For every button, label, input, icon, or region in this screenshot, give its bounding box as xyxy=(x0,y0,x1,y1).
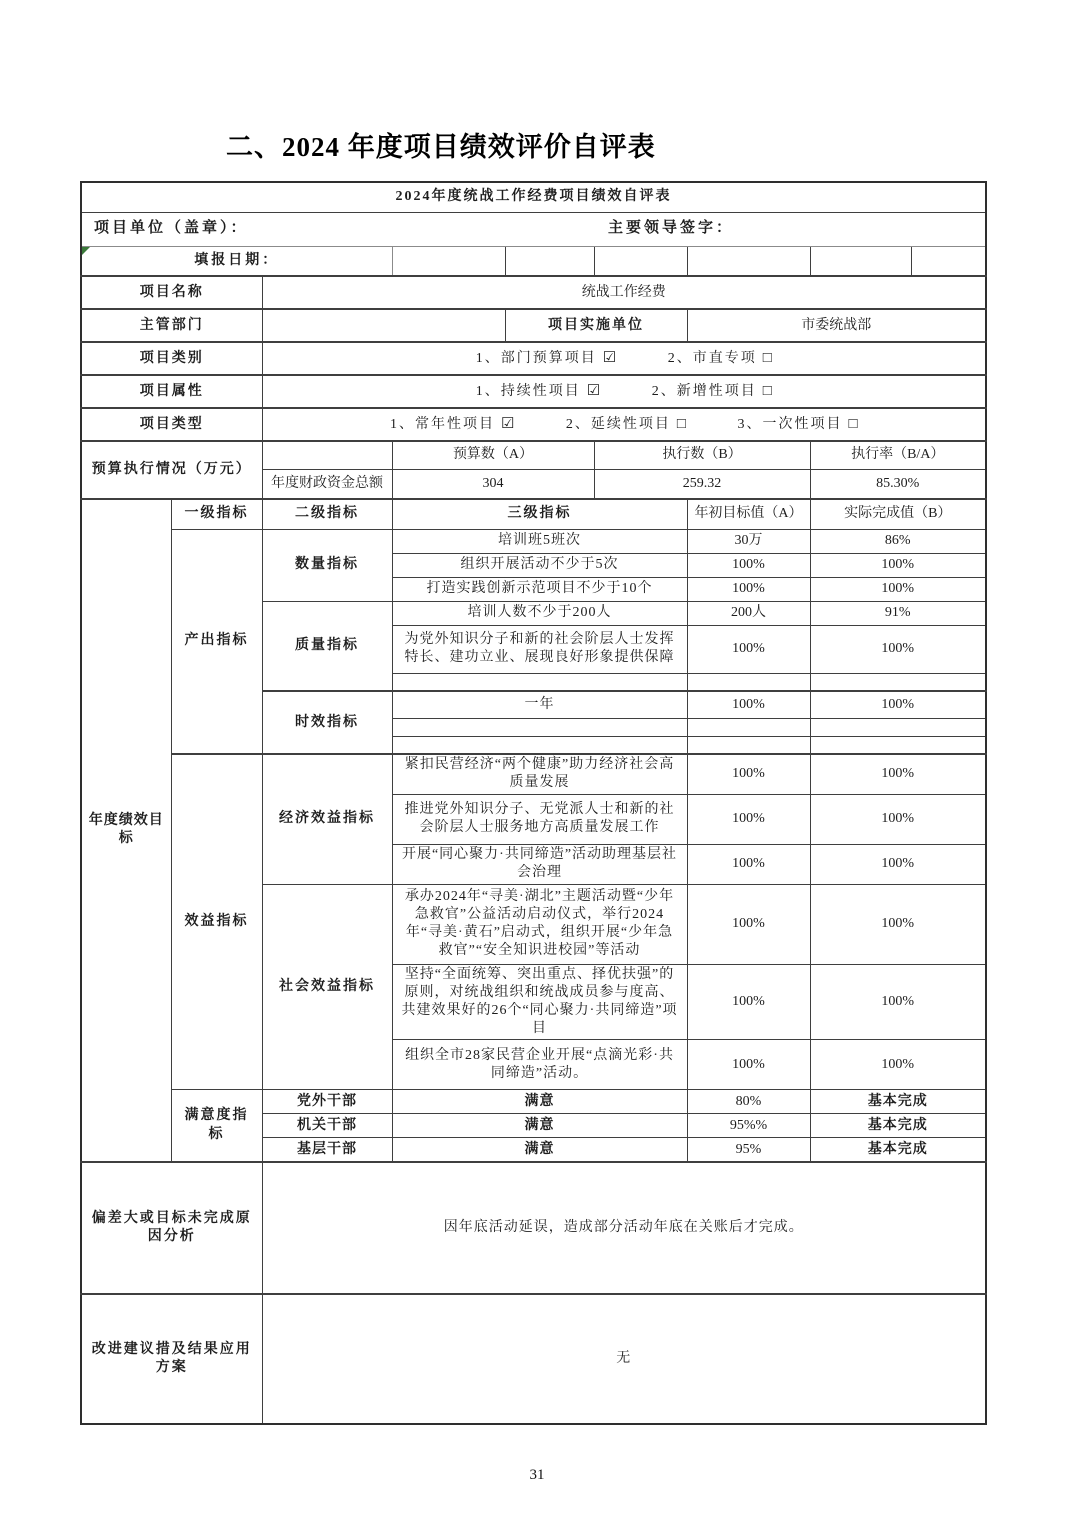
empty-cell xyxy=(687,718,810,736)
quality-indicator-label: 质量指标 xyxy=(262,601,392,691)
budget-col-a-header: 预算数（A） xyxy=(392,441,594,469)
project-name-label: 项目名称 xyxy=(81,276,262,309)
target-value: 100% xyxy=(687,964,810,1040)
empty-cell xyxy=(810,673,986,691)
actual-value: 100% xyxy=(810,691,986,718)
level3-text: 为党外知识分子和新的社会阶层人士发挥特长、建功立业、展现良好形象提供保障 xyxy=(392,625,687,673)
satisfaction-value: 满意 xyxy=(392,1090,687,1114)
budget-row-label: 年度财政资金总额 xyxy=(262,469,392,499)
budget-a-value: 304 xyxy=(392,469,594,499)
unchecked-checkbox-icon: □ xyxy=(676,415,686,432)
actual-value: 100% xyxy=(810,553,986,577)
improvement-value: 无 xyxy=(262,1294,986,1424)
target-value: 100% xyxy=(687,754,810,794)
empty-cell xyxy=(392,736,687,754)
impl-unit-value: 市委统战部 xyxy=(687,309,986,342)
impl-unit-label: 项目实施单位 xyxy=(505,309,687,342)
target-value: 100% xyxy=(687,553,810,577)
project-name-row xyxy=(81,276,986,309)
option-text: 1、常年性项目 xyxy=(389,416,495,432)
unchecked-checkbox-icon: □ xyxy=(762,349,772,366)
option-text: 1、持续性项目 xyxy=(475,383,581,399)
option-text: 2、延续性项目 xyxy=(565,416,671,432)
empty-date-cell xyxy=(911,246,986,276)
table-title: 2024年度统战工作经费项目绩效自评表 xyxy=(81,182,986,212)
empty-cell xyxy=(687,673,810,691)
option-text: 2、新增性项目 xyxy=(651,383,757,399)
level3-text: 培训人数不少于200人 xyxy=(392,601,687,625)
fill-date-label: 填报日期： xyxy=(194,252,280,268)
deviation-value: 因年底活动延误，造成部分活动年底在关账后才完成。 xyxy=(262,1162,986,1294)
self-eval-table xyxy=(80,181,987,1425)
unchecked-checkbox-icon: □ xyxy=(762,382,772,399)
empty-date-cell xyxy=(392,246,505,276)
satisfaction-value: 满意 xyxy=(392,1138,687,1162)
dept-row xyxy=(81,309,986,342)
empty-date-cell xyxy=(505,246,594,276)
type-options xyxy=(262,408,986,441)
actual-value: 100% xyxy=(810,577,986,601)
level1-header: 一级指标 xyxy=(171,499,262,529)
actual-value: 100% xyxy=(810,794,986,844)
budget-col-b-header: 执行数（B） xyxy=(594,441,810,469)
level3-text: 培训班5班次 xyxy=(392,529,687,553)
unchecked-checkbox-icon: □ xyxy=(848,415,858,432)
checked-checkbox-icon: ☑ xyxy=(602,349,617,366)
target-header: 年初目标值（A） xyxy=(687,499,810,529)
empty-cell xyxy=(687,736,810,754)
actual-value: 100% xyxy=(810,1040,986,1090)
checked-checkbox-icon: ☑ xyxy=(586,382,601,399)
option-text: 3、一次性项目 xyxy=(737,416,843,432)
empty-date-cell xyxy=(810,246,911,276)
target-value: 100% xyxy=(687,625,810,673)
attribute-options xyxy=(262,375,986,408)
deviation-row xyxy=(81,1162,986,1294)
target-value: 100% xyxy=(687,794,810,844)
fill-date-row xyxy=(81,246,986,276)
actual-value: 基本完成 xyxy=(810,1090,986,1114)
indicator-row xyxy=(81,529,986,553)
empty-date-cell xyxy=(594,246,687,276)
actual-header: 实际完成值（B） xyxy=(810,499,986,529)
benefit-indicator-label: 效益指标 xyxy=(171,754,262,1090)
satisfaction-value: 满意 xyxy=(392,1114,687,1138)
level3-text: 打造实践创新示范项目不少于10个 xyxy=(392,577,687,601)
level3-text: 组织全市28家民营企业开展“点滴光彩·共同缔造”活动。 xyxy=(392,1040,687,1090)
empty-cell xyxy=(262,441,392,469)
empty-date-cell xyxy=(687,246,810,276)
target-value: 100% xyxy=(687,691,810,718)
project-unit-label: 项目单位（盖章）： xyxy=(94,220,249,237)
output-indicator-label: 产出指标 xyxy=(171,529,262,754)
satisfaction-group-label: 机关干部 xyxy=(262,1114,392,1138)
target-value: 95%% xyxy=(687,1114,810,1138)
satisfaction-group-label: 基层干部 xyxy=(262,1138,392,1162)
time-indicator-label: 时效指标 xyxy=(262,691,392,754)
actual-value: 基本完成 xyxy=(810,1138,986,1162)
option-text: 1、部门预算项目 xyxy=(475,350,597,366)
checked-checkbox-icon: ☑ xyxy=(500,415,515,432)
page-title: 二、2024 年度项目绩效评价自评表 xyxy=(226,132,656,162)
target-value: 30万 xyxy=(687,529,810,553)
level3-text: 承办2024年“寻美·湖北”主题活动暨“少年急救官”公益活动启动仪式，举行2024年“寻美·黄石”启动式，组织开展“少年急救官”“安全知识进校园”等活动 xyxy=(392,884,687,964)
level3-text: 推进党外知识分子、无党派人士和新的社会阶层人士服务地方高质量发展工作 xyxy=(392,794,687,844)
category-label: 项目类别 xyxy=(81,342,262,375)
improvement-row xyxy=(81,1294,986,1424)
spreadsheet-error-marker-icon xyxy=(82,247,90,255)
social-benefit-label: 社会效益指标 xyxy=(262,884,392,1090)
target-value: 100% xyxy=(687,1040,810,1090)
annual-goal-side-label: 年度绩效目标 xyxy=(81,499,171,1162)
option-text: 2、市直专项 xyxy=(667,350,757,366)
level2-header: 二级指标 xyxy=(262,499,392,529)
target-value: 100% xyxy=(687,884,810,964)
actual-value: 100% xyxy=(810,844,986,884)
actual-value: 100% xyxy=(810,625,986,673)
deviation-label: 偏差大或目标未完成原因分析 xyxy=(81,1162,262,1294)
page-number: 31 xyxy=(529,1466,545,1483)
option xyxy=(652,384,772,399)
category-options xyxy=(262,342,986,375)
empty-cell xyxy=(392,673,687,691)
level3-header: 三级指标 xyxy=(392,499,687,529)
target-value: 80% xyxy=(687,1090,810,1114)
indicator-row xyxy=(81,754,986,794)
option xyxy=(476,351,616,366)
dept-value xyxy=(262,309,505,342)
target-value: 100% xyxy=(687,577,810,601)
economic-benefit-label: 经济效益指标 xyxy=(262,754,392,884)
option xyxy=(476,384,600,399)
empty-cell xyxy=(810,718,986,736)
target-value: 100% xyxy=(687,844,810,884)
quantity-indicator-label: 数量指标 xyxy=(262,529,392,601)
table-title-row xyxy=(81,182,986,212)
option xyxy=(390,417,514,432)
actual-value: 100% xyxy=(810,754,986,794)
type-row xyxy=(81,408,986,441)
budget-label: 预算执行情况（万元） xyxy=(81,441,262,499)
unit-signature-row xyxy=(81,212,986,246)
category-row xyxy=(81,342,986,375)
actual-value: 100% xyxy=(810,884,986,964)
indicator-header-row xyxy=(81,499,986,529)
actual-value: 86% xyxy=(810,529,986,553)
indicator-row xyxy=(81,1090,986,1114)
option xyxy=(566,417,686,432)
satisfaction-indicator-label: 满意度指标 xyxy=(171,1090,262,1162)
budget-b-value: 259.32 xyxy=(594,469,810,499)
option xyxy=(668,351,772,366)
target-value: 200人 xyxy=(687,601,810,625)
budget-header-row xyxy=(81,441,986,469)
actual-value: 91% xyxy=(810,601,986,625)
level3-text: 坚持“全面统筹、突出重点、择优扶强”的原则，对统战组织和统战成员参与度高、共建效果好的26个“同心聚力·共同缔造”项目 xyxy=(392,964,687,1040)
unit-signature-wrap xyxy=(88,219,979,239)
unit-signature-cell xyxy=(81,212,986,246)
level3-text: 开展“同心聚力·共同缔造”活动助理基层社会治理 xyxy=(392,844,687,884)
empty-cell xyxy=(392,718,687,736)
actual-value: 100% xyxy=(810,964,986,1040)
project-name-value: 统战工作经费 xyxy=(262,276,986,309)
type-label: 项目类型 xyxy=(81,408,262,441)
improvement-label: 改进建议措及结果应用方案 xyxy=(81,1294,262,1424)
option xyxy=(737,417,857,432)
leader-signature-label: 主要领导签字： xyxy=(608,220,735,237)
satisfaction-group-label: 党外干部 xyxy=(262,1090,392,1114)
attribute-row xyxy=(81,375,986,408)
target-value: 95% xyxy=(687,1138,810,1162)
level3-text: 组织开展活动不少于5次 xyxy=(392,553,687,577)
dept-label: 主管部门 xyxy=(81,309,262,342)
level3-text: 紧扣民营经济“两个健康”助力经济社会高质量发展 xyxy=(392,754,687,794)
budget-rate-header: 执行率（B/A） xyxy=(810,441,986,469)
empty-cell xyxy=(810,736,986,754)
level3-text: 一年 xyxy=(392,691,687,718)
attribute-label: 项目属性 xyxy=(81,375,262,408)
actual-value: 基本完成 xyxy=(810,1114,986,1138)
budget-rate-value: 85.30% xyxy=(810,469,986,499)
fill-date-cell xyxy=(81,246,392,276)
